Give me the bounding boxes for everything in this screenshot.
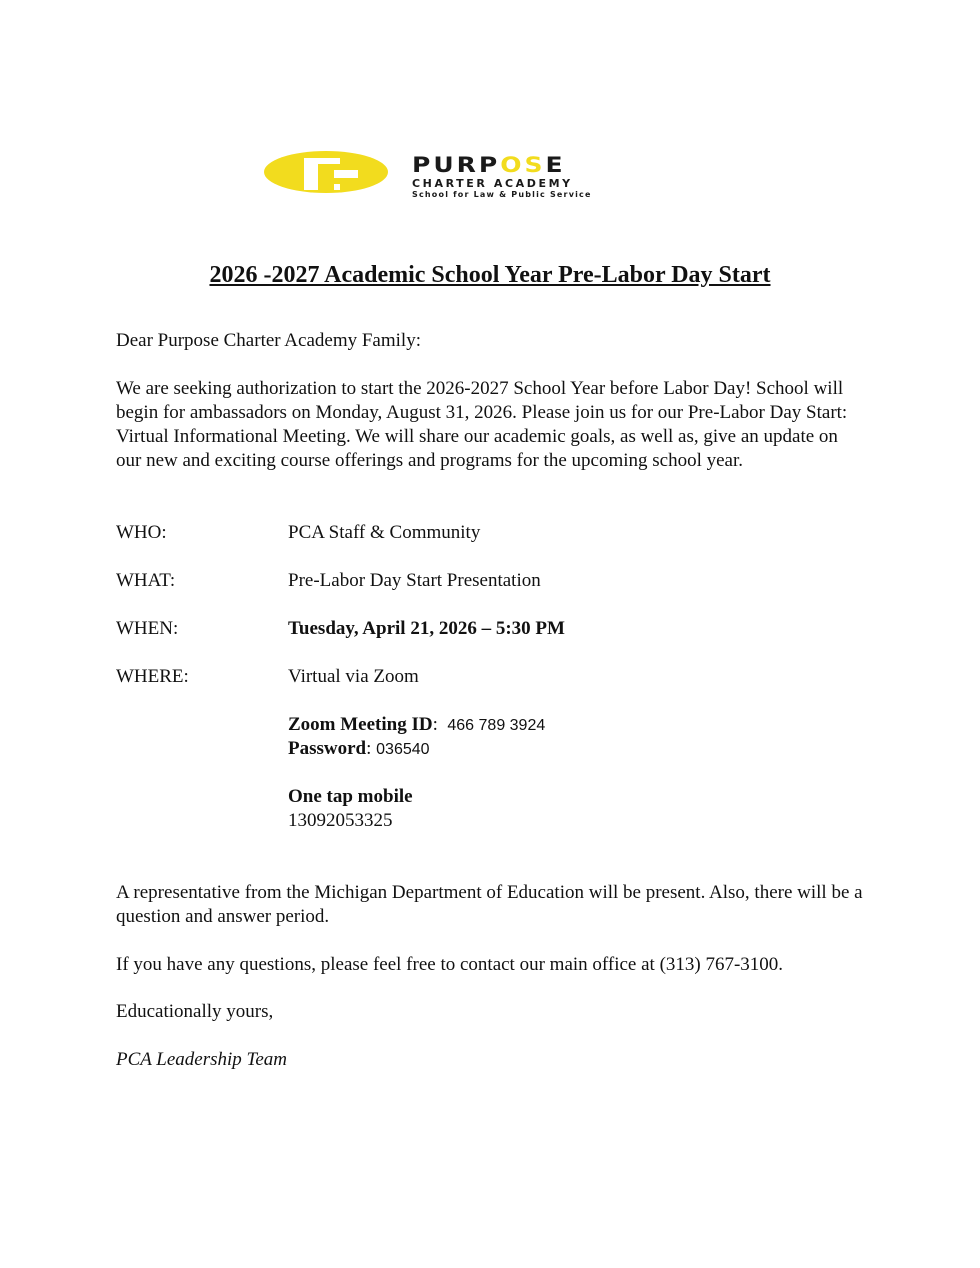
logo-p-emblem-icon	[264, 150, 404, 198]
one-tap-mobile-number: 13092053325	[288, 810, 393, 831]
contact-paragraph: If you have any questions, please feel free to contact our main office at (313) 767-3100.	[116, 954, 784, 975]
where-label: WHERE:	[116, 666, 189, 687]
logo-wordmark	[412, 152, 692, 199]
greeting: Dear Purpose Charter Academy Family:	[116, 330, 421, 351]
zoom-id-value: 466 789 3924	[447, 717, 546, 734]
signature: PCA Leadership Team	[116, 1049, 288, 1070]
zoom-meeting-id: Zoom Meeting ID: 466 789 3924	[288, 714, 546, 735]
intro-paragraph: We are seeking authorization to start the 2026-2027 School Year before Labor Day! School will begin for ambassadors on Monday, August 31, 2026. Please join us for our Pre-Labor Day Start: Virtual Informational Meeting. We will share our academic goals, as well as, give an update on our new and exciting course offerings and programs for the upcoming school year.	[116, 378, 848, 471]
password-label: Password	[288, 738, 367, 759]
representative-note: A representative from the Michigan Department of Education will be present. Also, there will be a question and answer period.	[116, 882, 863, 927]
closing: Educationally yours,	[116, 1001, 274, 1022]
logo-name: PURPOSE	[412, 152, 566, 178]
zoom-id-label: Zoom Meeting ID	[288, 714, 433, 735]
page-title: 2026 -2027 Academic School Year Pre-Labor Day Start	[209, 262, 771, 288]
password-value: 036540	[376, 741, 430, 758]
zoom-password: Password: 036540	[288, 738, 430, 759]
when-value: Tuesday, April 21, 2026 – 5:30 PM	[288, 618, 565, 639]
where-value: Virtual via Zoom	[288, 666, 419, 687]
what-label: WHAT:	[116, 570, 176, 591]
when-label: WHEN:	[116, 618, 179, 639]
who-value: PCA Staff & Community	[288, 522, 481, 543]
logo-subtitle: CHARTER ACADEMY	[412, 177, 573, 190]
one-tap-mobile-label: One tap mobile	[288, 786, 413, 807]
school-logo	[264, 150, 694, 198]
logo-tagline: School for Law & Public Service	[412, 190, 592, 199]
who-label: WHO:	[116, 522, 167, 543]
what-value: Pre-Labor Day Start Presentation	[288, 570, 541, 591]
